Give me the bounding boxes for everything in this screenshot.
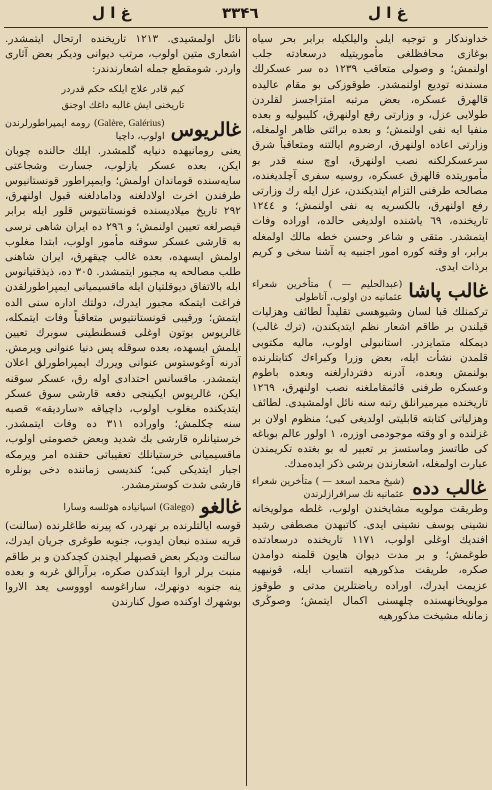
page-number: ۳۳۴٦ bbox=[222, 4, 259, 22]
entry-heading-ghalib-dede bbox=[252, 475, 488, 501]
meta-suffix: ) رومه ايمپراطورلرندن اولوب، داچيا bbox=[5, 117, 165, 142]
entry-heading-ghalib-pasha bbox=[252, 278, 488, 304]
left-column bbox=[5, 32, 241, 784]
latin-name: Galère, Galérius bbox=[97, 117, 161, 129]
entry-title: غالب پاشا bbox=[408, 280, 488, 303]
latin-name: Galego bbox=[163, 501, 191, 513]
meta-prefix: ( bbox=[190, 501, 195, 513]
entry-continuation: خداوندكار و توجيه ايلى واليلكيله برابر بحر سياه بوغازى محافظلغى مأموريتيله درسعادته جلب اولنمش؛ و وصولى متعاقب ١٢٣٩ ده سر عسكرلك مسندنه توديع اولنمشدر. طوقوزكى بو مقام عاليده قالهرق عسكره، بعض مرتبه امتزاجسز لقلردن طولايى عزل، و وزارتى رفع اولنهرق، كليبوليه و بعده منفيا ايه نفى اولنمش؛ و بعده برائتى ظاهر اولمغله، وزارتى اعاده اولنهرق، ارضروم ايالتنه ومتعاقباً شرق سرعسكرلكنه نصب اولنهرق، اوچ سنه قدر بو مأموريتده قالهرق عسكره، روسيه سفرى آچلديغنده، مصالحه طرفنى التزام ايتديكندن، عزل ايله رك وزارتى رفع اولنهرق، بالكسريه يه نفى اولنمش؛ و ١٢٤٤ تاريخنده، ٦٩ ياشنده اولديغى حالده، اوراده وفات ايتمشدر. متقى و شاعر وحسن خطه مالك اولمغله برابر، او وقته كوره امور اجنبيه يه آشنا سخى و كريم برذات ايدى. bbox=[252, 33, 488, 274]
entry-title: غالغو bbox=[200, 496, 241, 519]
entry-body: يعنى رومانيهده دنيايه گلمشدر. ايلك حالنده چوبان ايكن، بعده عسكر يازلوب، جسارت وشجاعتى سايەسنده قوماندان اولمش؛ وايمپراطور قونستانيوس طرفندن اخرت اولادلغنه ودامادلغنه قبول اولنهرق، ٢٩٢ تاريخ ميلاديسنده قونستانتيوس قلور ايله برابر قيصرلغه تعيين اولنمش؛ و ٢٩٦ ده ايران شاهى نرسى به قارشى عسكر سوقنه مأمور اولوب، ابتدا مغلوب اولمش ايسهده، بعده غالب چيقهرق، ايران شاهنى طلب مصالحه يه مجبور ايتمشدر. ٣٠٥ ده، ذيذقتيانوس ابله بالاتفاق ديوقلتيان ايله ماقسيميانى ايمپراطورلقدن فراغت ايتمكه مجبور ايدرك، دولتك اداره سنى الده ايتمش؛ ورقيبى قونستانتيوس متعاقباً وفات ايتمكله، غالريوس بوتون اوغلى قسطنطينى سوبرك تعيين ايلمش ايسهده، بعده سوقله پس دنيا عنوانى ويرمش. آدرنه آوغوستوس عنوانى ويررك ايمپراطورلق اعلان ايتمشدر. ماقسانس احتدادى اوله رق، عسكر سوقنه ايكن، غالريوس ايكينجى دفعه قارشى سوق عسكر ايتديكنده مغلوب اولوب، داچياقه «سارديقه» قصبه سنه چكلمش؛ واوراده ٣١١ ده وفات ايتمشدر. خرستيانلره قارشى بك شديد وبعض خصومتى اولوب، ماقسيميانى خرستيانلك تعقيباتى حقنده امر ويرمكه اجبار ايتديكى كبى؛ كنديسى زماننده دخى بونلره قارشى شدت كوسترمشدر. bbox=[5, 144, 241, 492]
entry-body: وطريقت مولويه مشايخندن اولوب، غلطه مولويخانه نشينى يوسف نشينى ايدى. كاتبهدن مصطفى رشيد افنديك اوغلى اولوب، ١١٧١ تاريخنده درسعادتده طوغمش؛ و بر مدت ديوان هايون قلمنه دوامدن صكره، طريقت مذكورهيه انتساب ايله، قونيهيه عزيمت ايدرك، اوراده رياضتلرين مدتى و طوقوز مولويخانهسنده چلهسنى اكمال ايتمش؛ وصوڭرى زمانله مشيخت مذكورهيه bbox=[252, 503, 488, 622]
meta-prefix: ( bbox=[160, 117, 165, 129]
running-head-right: غ ا ل bbox=[368, 4, 407, 22]
column-divider bbox=[246, 28, 247, 786]
entry-heading-galerius bbox=[5, 117, 241, 143]
entry-meta bbox=[63, 501, 194, 514]
entry-body: قوسه ايالتلرنده بر نهردر، كه پيرنه طاغلرنده (سالنت) قريه سنده نبعان ايدوب، جنوبه طوغرى جريان ايدرك، سالنت وديكر بعض قصبهلر ايچندن كچدكدن و بر طاقم منبت برلر اروا ايتدكدن صكره، برآرالق غربه و بعده ينه جنوبه دونهرك، ساراغوسه اوووسى يعد الاروا بوشهرك اوكنده صول كنارندن bbox=[5, 520, 241, 609]
entry-title: غالب دده bbox=[412, 476, 486, 499]
entry-continuation: نائل اولمشيدى. ١٢١٣ تاريخنده ارتحال ايتمشدر. اشعارى متين اولوب، مرتب ديوانى وديكر بعض آثارى واردر. شومقطع جمله اشعارندندر: bbox=[5, 33, 241, 76]
entry-meta: (شيخ محمد اسعد — ) متأخرين شعراء عثمانيه نك سرافرازلرندن bbox=[252, 476, 405, 501]
entry-meta: (عبدالحليم — ) متأخرين شعراء عثمانيه دن اولوب، آناطولى bbox=[252, 279, 403, 304]
running-head-left: غ ا ل bbox=[92, 4, 131, 22]
verse-block bbox=[5, 82, 241, 114]
entry-heading-galego bbox=[5, 496, 241, 518]
page-header bbox=[0, 0, 492, 26]
right-column bbox=[252, 32, 488, 784]
entry-meta bbox=[5, 117, 165, 143]
meta-suffix: ) اسپانيادە هوئلسه وسارا bbox=[63, 501, 164, 513]
entry-body: تركمنلك قبا لسان وشيوهسى تقليداً لطائف وهزليات قيلندن بر طاقم اشعار نظم ايتديكندن، (ترك غالب) ديمكله متمايزدر. استانبولى اولوب، ماليه مكتوبى قلمدن نشأت ايله، بعض وزرا وكبراءك كتابتلرنده بولنمش وبعده، آدرنه دفتردارلغنه وبعده باطوم وعسكره طرفنى قائمقاملغنه نصب اولنهرق، ١٢٦٩ تاريخنده ميرميرانلق رتبه سنه نائل اولمشيدى. لطائف وهزلياتى كتابته قابليتى اولديغى كبى؛ منظوم اولان بر غزلنده و او وقته موجودمى اوزره، ١ اولور عالم بوباغه كى طاتسز وماستسز بر تعبير له بو بغتده تكريمندن عبارت اولمغله، اشعارندن برشى ذكر ايدەمدك. bbox=[252, 306, 488, 471]
verse-line: كيم قادر علاج ايلكه حكم قدردر bbox=[61, 83, 185, 95]
entry-title: غالريوس bbox=[170, 118, 241, 141]
verse-line: تاريخنى ايش غالبه داغك اوجنق bbox=[61, 99, 185, 111]
